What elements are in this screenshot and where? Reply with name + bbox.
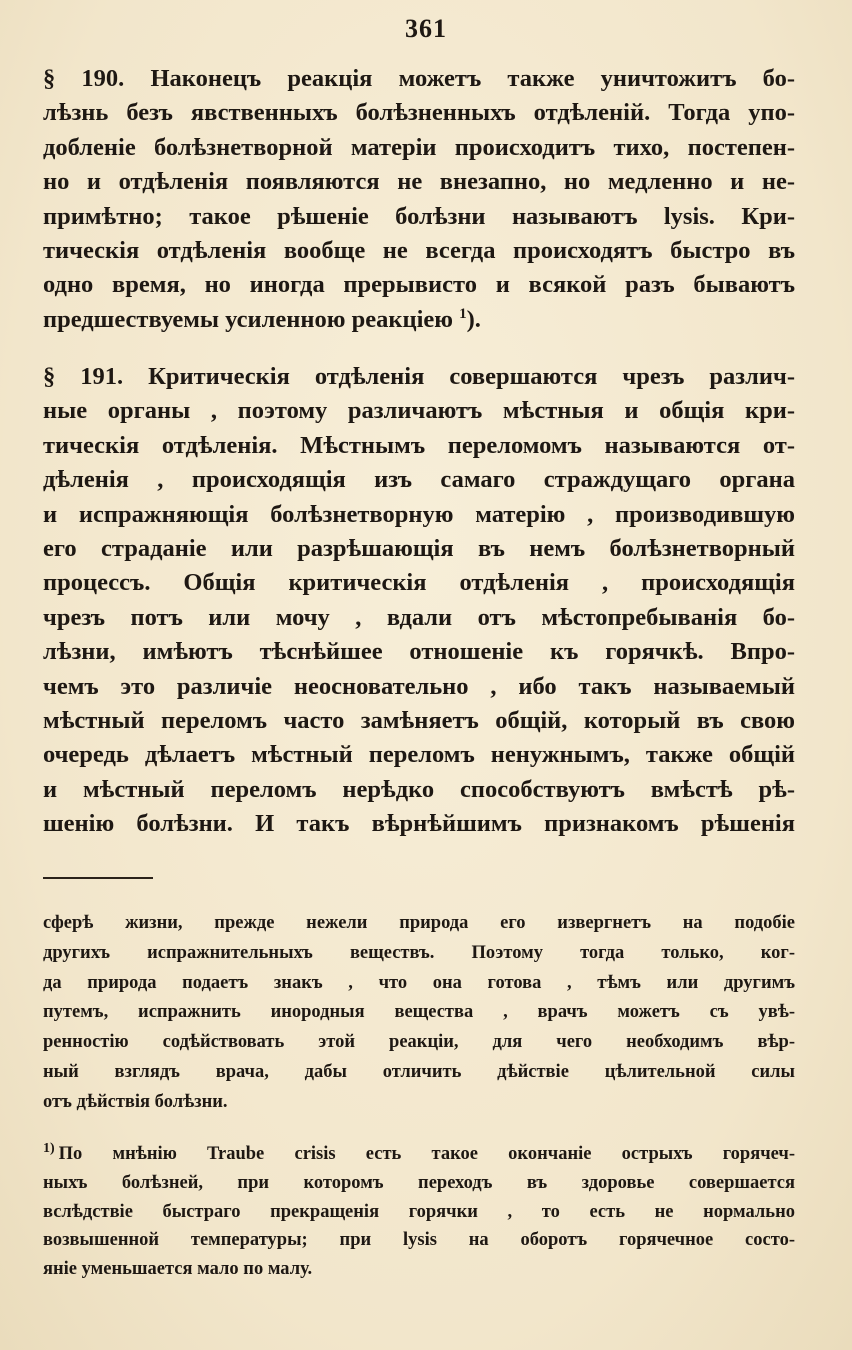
note-line: сферѣ жизни, прежде нежели природа его извергнетъ на подобіе — [43, 913, 795, 933]
last-line-text: предшествуемы усиленною реакціею — [43, 305, 453, 333]
text-line: добленіе болѣзнетворной матеріи происходитъ тихо, постепен- — [43, 133, 795, 161]
text-line: одно время, но иногда прерывисто и всякой разъ бываютъ — [43, 271, 795, 299]
note-line: ренностію содѣйствовать этой реакціи, для чего необходимъ вѣр- — [43, 1032, 795, 1053]
text-line: ные органы , поэтому различаютъ мѣстныя и общія кри- — [43, 397, 795, 425]
paragraph-190 — [43, 62, 795, 337]
text-line: и испражняющія болѣзнетворную матерію , производившую — [43, 500, 795, 528]
text-line-last — [43, 303, 795, 337]
text-line: дѣленія , происходящія изъ самаго страждущаго органа — [43, 466, 795, 494]
text-line: лѣзни, имѣютъ тѣснѣйшее отношеніе къ горячкѣ. Впро- — [43, 638, 795, 666]
note-line: другихъ испражнительныхъ веществъ. Поэтому тогда только, ког- — [43, 942, 795, 963]
last-line-end: ). — [466, 305, 481, 333]
continued-footnote — [43, 909, 795, 1118]
note-line: путемъ, испражнить инородныя вещества , врачъ можетъ съ увѣ- — [43, 1002, 795, 1023]
footnote-line-first — [43, 1140, 795, 1169]
footnote-marker: 1) — [43, 1140, 55, 1156]
text-line: тическія отдѣленія. Мѣстнымъ переломомъ называются от- — [43, 431, 795, 459]
text-line: очередь дѣлаетъ мѣстный переломъ ненужнымъ, также общій — [43, 741, 795, 769]
footnote-line: ныхъ болѣзней, при которомъ переходъ въ здоровье совершается — [43, 1172, 795, 1193]
note-line: ный взглядъ врача, дабы отличить дѣйствіе цѣлительной силы — [43, 1061, 795, 1082]
text-line: § 190. Наконецъ реакція можетъ также уничтожитъ бо- — [43, 65, 795, 92]
page-number: 361 — [405, 14, 447, 43]
footnote-1 — [43, 1140, 795, 1284]
text-line: чрезъ потъ или мочу , вдали отъ мѣстопребыванія бо- — [43, 603, 795, 631]
text-line: чемъ это различіе неосновательно , ибо такъ называемый — [43, 672, 795, 700]
text-line: лѣзнь безъ явственныхъ болѣзненныхъ отдѣленій. Тогда упо- — [43, 99, 795, 127]
text-line: шенію болѣзни. И такъ вѣрнѣйшимъ признакомъ рѣшенія — [43, 810, 795, 838]
footnote-divider — [43, 877, 153, 879]
footnote-first-text: По мнѣнію Traube crisis есть такое окончаніе острыхъ горячеч- — [58, 1144, 795, 1164]
text-line: мѣстный переломъ часто замѣняетъ общій, который въ свою — [43, 706, 795, 734]
footnote-line: возвышенной температуры; при lysis на оборотъ горячечное состо- — [43, 1230, 795, 1251]
text-line: тическія отдѣленія вообще не всегда происходятъ быстро въ — [43, 236, 795, 264]
note-line-last: отъ дѣйствія болѣзни. — [43, 1091, 228, 1112]
text-line: и мѣстный переломъ нерѣдко способствуютъ вмѣстѣ рѣ- — [43, 775, 795, 803]
text-line: процессъ. Общія критическія отдѣленія , происходящія — [43, 569, 795, 597]
text-line: примѣтно; такое рѣшеніе болѣзни называютъ lysis. Кри- — [43, 202, 795, 230]
footnote-line: вслѣдствіе быстраго прекращенія горячки , то есть не нормально — [43, 1201, 795, 1222]
footnote-reference[interactable]: 1 — [459, 305, 467, 322]
text-line: его страданіе или разрѣшающія въ немъ болѣзнетворный — [43, 534, 795, 562]
paragraph-191 — [43, 360, 795, 841]
footnote-line-last: яніе уменьшается мало по малу. — [43, 1259, 313, 1280]
note-line: да природа подаетъ знакъ , что она готова , тѣмъ или другимъ — [43, 972, 795, 993]
text-line: § 191. Критическія отдѣленія совершаются чрезъ различ- — [43, 363, 795, 390]
text-line: но и отдѣленія появляются не внезапно, но медленно и не- — [43, 168, 795, 196]
